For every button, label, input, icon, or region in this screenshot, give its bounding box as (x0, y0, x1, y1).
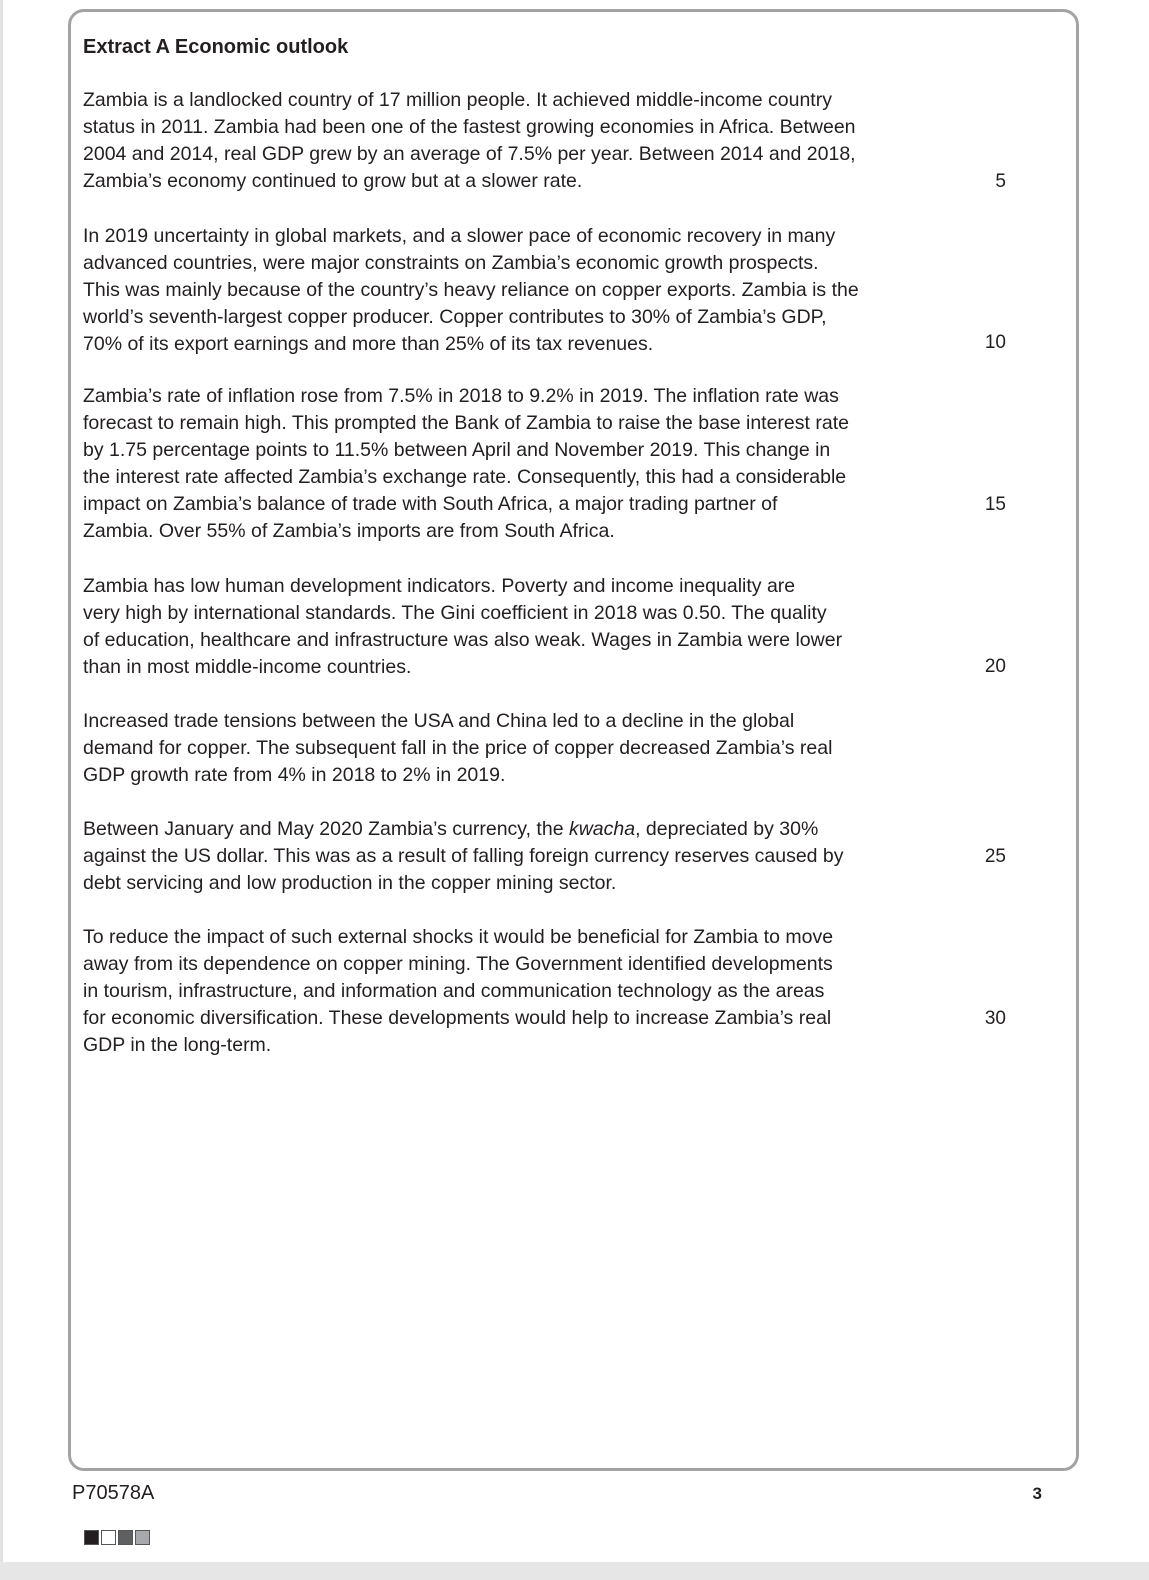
text-line: for economic diversification. These developments would help to increase Zambia’s real (83, 1007, 832, 1029)
text-line: advanced countries, were major constraints on Zambia’s economic growth prospects. (83, 252, 819, 274)
registration-square (135, 1530, 150, 1545)
paper-code: P70578A (72, 1482, 155, 1504)
page-number: 3 (1032, 1484, 1042, 1503)
page-left-edge (0, 0, 3, 1580)
paragraph-5 (83, 708, 832, 789)
registration-square (118, 1530, 133, 1545)
text-line: Zambia’s economy continued to grow but at a slower rate. (83, 170, 583, 192)
registration-square (84, 1530, 99, 1545)
paragraph-4 (83, 573, 842, 681)
registration-square (101, 1530, 116, 1545)
text-line: GDP growth rate from 4% in 2018 to 2% in 2019. (83, 764, 506, 786)
text-line: In 2019 uncertainty in global markets, and a slower pace of economic recovery in many (83, 225, 836, 247)
text-line: 70% of its export earnings and more than 25% of its tax revenues. (83, 333, 654, 355)
text-line: of education, healthcare and infrastructure was also weak. Wages in Zambia were lower (83, 629, 843, 651)
paragraph-3 (83, 383, 849, 545)
extract-title: Extract A Economic outlook (83, 36, 349, 58)
text-line: 2004 and 2014, real GDP grew by an average of 7.5% per year. Between 2014 and 2018, (83, 143, 856, 165)
text-line: GDP in the long-term. (83, 1034, 272, 1056)
text-segment: , depreciated by 30% (635, 818, 819, 840)
page-bottom-edge (0, 1562, 1149, 1580)
text-line: the interest rate affected Zambia’s exchange rate. Consequently, this had a considerable (83, 466, 847, 488)
paragraph-6 (83, 816, 844, 897)
text-line: world’s seventh-largest copper producer. Copper contributes to 30% of Zambia’s GDP, (83, 306, 827, 328)
text-segment: Between January and May 2020 Zambia’s currency, the (83, 818, 569, 840)
text-line: impact on Zambia’s balance of trade with South Africa, a major trading partner of (83, 493, 778, 515)
line-number: 15 (984, 494, 1006, 515)
text-line: status in 2011. Zambia had been one of the fastest growing economies in Africa. Between (83, 116, 856, 138)
line-number: 25 (984, 846, 1006, 867)
text-line (83, 816, 844, 843)
text-line: Zambia’s rate of inflation rose from 7.5% in 2018 to 9.2% in 2019. The inflation rate was (83, 385, 839, 407)
text-line: away from its dependence on copper mining. The Government identified developments (83, 953, 833, 975)
text-line: demand for copper. The subsequent fall in the price of copper decreased Zambia’s real (83, 737, 833, 759)
text-line: in tourism, infrastructure, and information and communication technology as the areas (83, 980, 825, 1002)
text-line: Zambia. Over 55% of Zambia’s imports are from South Africa. (83, 520, 615, 542)
paragraph-2 (83, 223, 859, 358)
text-line: debt servicing and low production in the copper mining sector. (83, 872, 617, 894)
line-number: 20 (984, 656, 1006, 677)
text-line: To reduce the impact of such external shocks it would be beneficial for Zambia to move (83, 926, 834, 948)
text-line: Zambia has low human development indicators. Poverty and income inequality are (83, 575, 796, 597)
line-number: 30 (984, 1008, 1006, 1029)
line-number: 10 (984, 332, 1006, 353)
text-line: This was mainly because of the country’s heavy reliance on copper exports. Zambia is the (83, 279, 859, 301)
text-line: by 1.75 percentage points to 11.5% between April and November 2019. This change in (83, 439, 831, 461)
line-number: 5 (995, 171, 1006, 192)
text-line: forecast to remain high. This prompted the Bank of Zambia to raise the base interest rate (83, 412, 849, 434)
text-line: than in most middle-income countries. (83, 656, 412, 678)
registration-squares (84, 1530, 150, 1545)
paragraph-1 (83, 87, 856, 195)
text-line: Increased trade tensions between the USA and China led to a decline in the global (83, 710, 795, 732)
text-line: against the US dollar. This was as a result of falling foreign currency reserves caused by (83, 845, 844, 867)
text-line: very high by international standards. The Gini coefficient in 2018 was 0.50. The quality (83, 602, 827, 624)
text-line: Zambia is a landlocked country of 17 million people. It achieved middle-income country (83, 89, 832, 111)
paragraph-7 (83, 924, 833, 1059)
italic-term-kwacha: kwacha (568, 818, 636, 840)
